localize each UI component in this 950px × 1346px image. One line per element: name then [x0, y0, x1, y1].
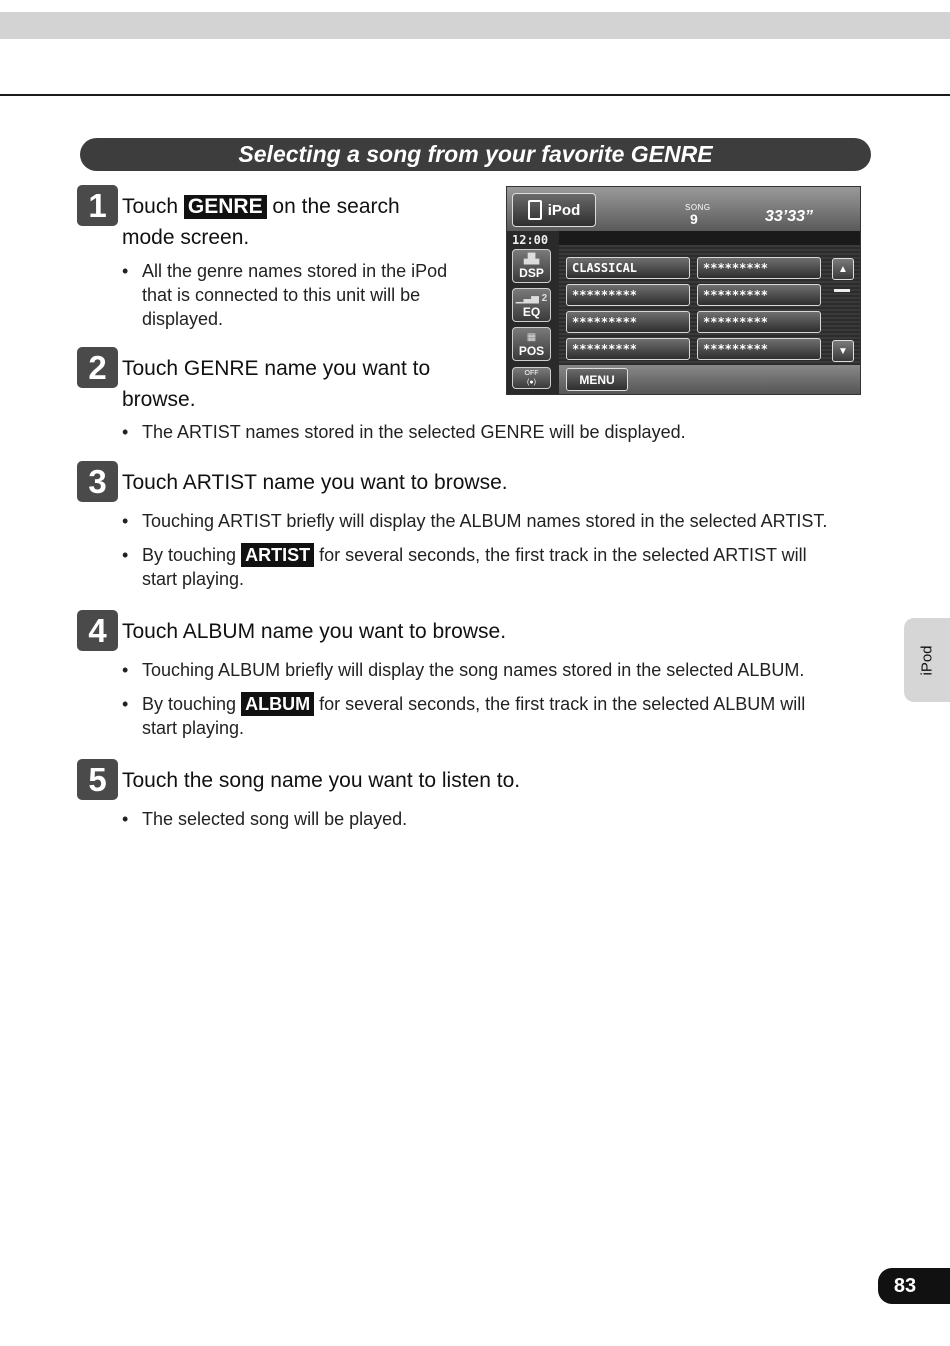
step-3-bullet-1: • Touching ARTIST briefly will display the ALBUM names stored in the selected ARTIST.: [122, 511, 828, 531]
eq-icon: ▁▃▅ 2: [515, 293, 548, 304]
step-5-badge: 5: [77, 759, 118, 800]
page-number: 83: [878, 1268, 950, 1304]
genre-item[interactable]: *********: [566, 284, 690, 306]
genre-item[interactable]: *********: [697, 284, 821, 306]
step-1-text-line2: mode screen.: [122, 226, 250, 249]
step-2-bullet: • The ARTIST names stored in the selected GENRE will be displayed.: [122, 422, 686, 442]
song-number: 9: [690, 211, 698, 227]
header-rule: [0, 94, 950, 96]
menu-button[interactable]: MENU: [566, 368, 628, 391]
scroll-down-button[interactable]: [832, 340, 854, 362]
step-5-bullet: • The selected song will be played.: [122, 809, 408, 829]
step-1-bullet-line2: that is connected to this unit will be: [142, 285, 421, 305]
step-2-badge: 2: [77, 347, 118, 388]
step-4-badge: 4: [77, 610, 118, 651]
step-5-text: Touch the song name you want to listen to.: [122, 769, 521, 792]
section-title: Selecting a song from your favorite GENRE: [80, 138, 871, 171]
song-label: SONG: [685, 203, 711, 212]
step-3-bullet-2: • By touching ARTIST for several seconds, the first track in the selected ARTIST will start playing.: [122, 545, 807, 589]
ipod-icon: [528, 200, 542, 220]
genre-item[interactable]: *********: [697, 311, 821, 333]
step-1-badge: 1: [77, 185, 118, 226]
step-1-text-before: Touch: [122, 195, 179, 218]
pos-button[interactable]: ▦ POS: [512, 327, 551, 361]
genre-item[interactable]: *********: [566, 338, 690, 360]
step-1-bullet-line3: displayed.: [142, 309, 224, 329]
step-4-bullet-2: • By touching ALBUM for several seconds, the first track in the selected ALBUM will start playing.: [122, 694, 806, 738]
header-band: [0, 12, 950, 39]
step-1-bullet-line1: All the genre names stored in the iPod: [142, 261, 448, 281]
arrow-up-icon: ▲: [838, 263, 848, 275]
album-button-label: ALBUM: [241, 692, 314, 716]
step-2-text: Touch GENRE name you want to browse.: [122, 357, 431, 411]
eq-button[interactable]: ▁▃▅ 2 EQ: [512, 288, 551, 322]
dsp-icon: ▟▙: [523, 254, 540, 265]
step-3-badge: 3: [77, 461, 118, 502]
off-icon: (●): [527, 379, 536, 386]
scroll-thumb[interactable]: [834, 289, 850, 292]
step-1-bullet: • All the genre names stored in the iPod that is connected to this unit will be displayed.: [122, 259, 482, 331]
genre-item[interactable]: *********: [566, 311, 690, 333]
genre-button-label: GENRE: [184, 195, 267, 219]
step-4-text: Touch ALBUM name you want to browse.: [122, 620, 507, 643]
step-1-text-after: on the search: [272, 195, 400, 218]
step-3-text: Touch ARTIST name you want to browse.: [122, 471, 508, 494]
ipod-search-screen: [506, 186, 861, 395]
chapter-tab-label: iPod: [918, 644, 936, 676]
genre-item[interactable]: CLASSICAL: [566, 257, 690, 279]
pos-icon: ▦: [526, 332, 537, 343]
scroll-up-button[interactable]: [832, 258, 854, 280]
chapter-tab: [904, 618, 950, 702]
play-time: 33’33”: [765, 208, 814, 225]
arrow-down-icon: ▼: [838, 345, 848, 357]
dsp-button[interactable]: ▟▙ DSP: [512, 249, 551, 283]
step-4-bullet-1: • Touching ALBUM briefly will display the song names stored in the selected ALBUM.: [122, 660, 805, 680]
clock: 12:00: [512, 233, 549, 247]
off-button[interactable]: OFF (●): [512, 367, 551, 389]
ipod-source-button[interactable]: iPod: [512, 193, 596, 227]
artist-button-label: ARTIST: [241, 543, 314, 567]
genre-item[interactable]: *********: [697, 257, 821, 279]
step-1-text: [122, 191, 400, 253]
genre-item[interactable]: *********: [697, 338, 821, 360]
